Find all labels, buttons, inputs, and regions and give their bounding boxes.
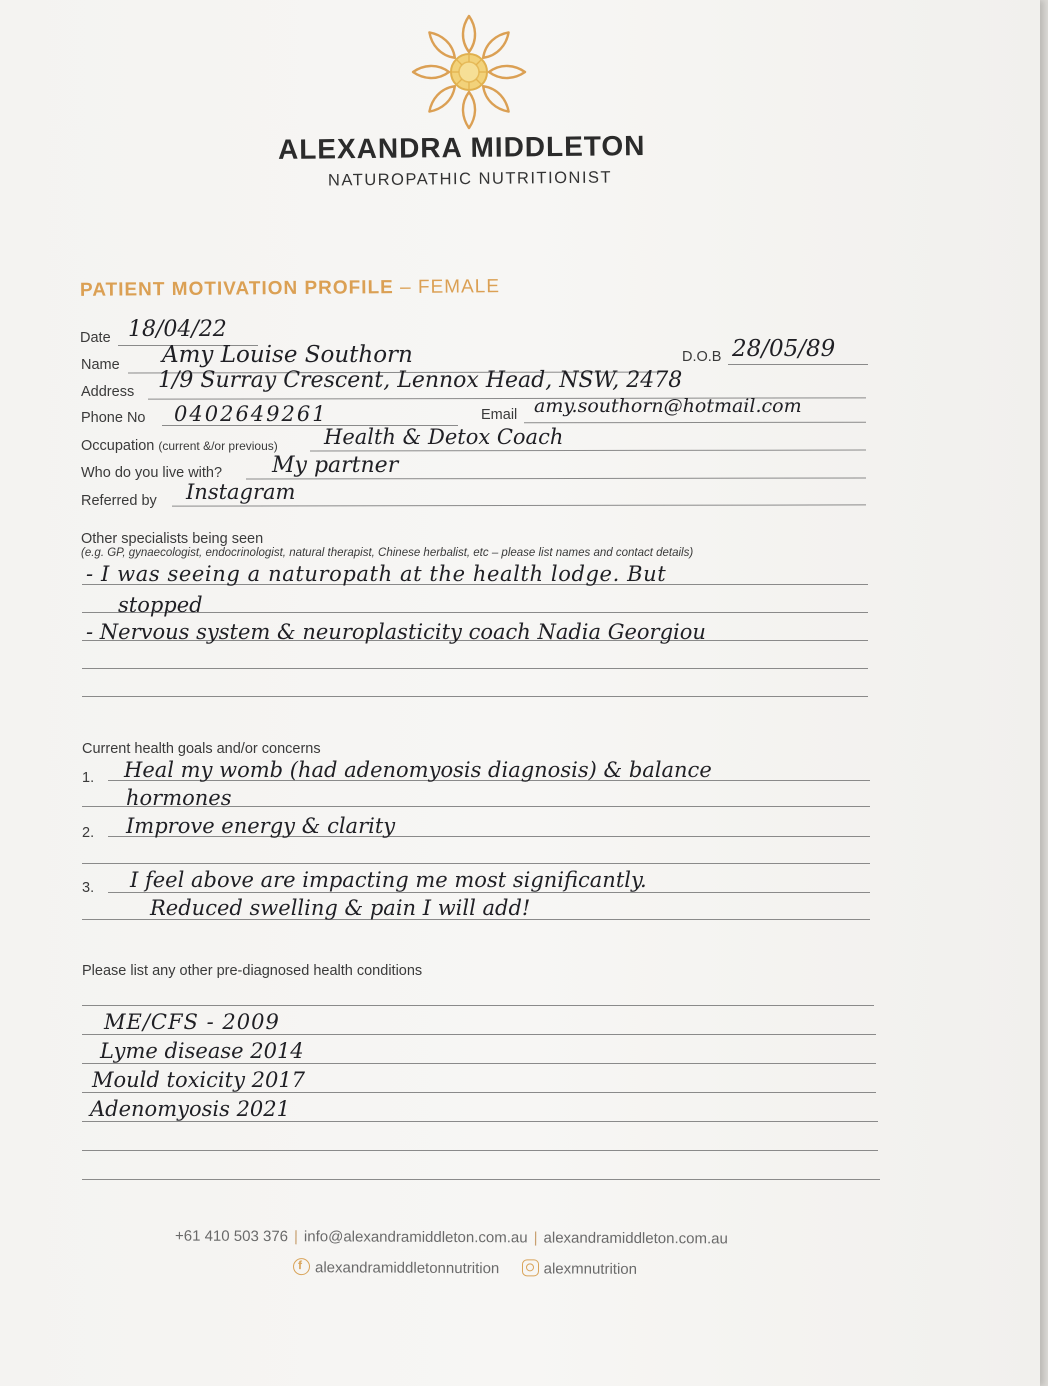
footer-email[interactable]: info@alexandramiddleton.com.au xyxy=(303,1228,528,1247)
goal-line-3a xyxy=(108,892,870,893)
name-label: Name xyxy=(81,357,120,373)
form-title-suffix: – FEMALE xyxy=(399,276,501,299)
conditions-line-4 xyxy=(82,1092,876,1093)
conditions-line-6 xyxy=(82,1150,878,1151)
conditions-line-5 xyxy=(82,1121,878,1122)
specialists-label: Other specialists being seen xyxy=(81,531,264,547)
date-label: Date xyxy=(80,330,111,346)
referred-label: Referred by xyxy=(81,493,157,509)
phone-value: 0402649261 xyxy=(174,402,328,426)
conditions-line-3 xyxy=(82,1063,876,1064)
phone-label: Phone No xyxy=(81,410,146,426)
occupation-note: (current &/or previous) xyxy=(158,439,278,453)
footer-phone: +61 410 503 376 xyxy=(174,1227,289,1246)
email-value: amy.southorn@hotmail.com xyxy=(534,395,802,417)
goal-3: I feel above are impacting me most significantly. xyxy=(130,868,647,892)
goal-number-2: 2. xyxy=(82,825,95,841)
specialists-line-4 xyxy=(82,668,868,669)
instagram-icon xyxy=(522,1259,539,1276)
email-label: Email xyxy=(481,407,518,423)
goal-2: Improve energy & clarity xyxy=(126,814,396,838)
specialist-entry-2: - Nervous system & neuroplasticity coach Nadia Georgiou xyxy=(86,620,706,644)
date-value: 18/04/22 xyxy=(128,317,227,342)
specialist-entry-1-cont: stopped xyxy=(118,593,203,617)
condition-3: Mould toxicity 2017 xyxy=(92,1068,306,1092)
condition-2: Lyme disease 2014 xyxy=(100,1039,304,1063)
goal-3-cont: Reduced swelling & pain I will add! xyxy=(150,896,531,920)
facebook-icon: f xyxy=(293,1258,310,1275)
goal-1-cont: hormones xyxy=(126,786,232,810)
dob-value: 28/05/89 xyxy=(732,336,836,362)
conditions-label: Please list any other pre-diagnosed health conditions xyxy=(82,963,423,979)
address-value: 1/9 Surray Crescent, Lennox Head, NSW, 2478 xyxy=(158,368,683,393)
condition-4: Adenomyosis 2021 xyxy=(90,1097,291,1121)
condition-1: ME/CFS - 2009 xyxy=(104,1010,280,1034)
dob-label: D.O.B xyxy=(682,349,722,365)
footer-website[interactable]: alexandramiddleton.com.au xyxy=(543,1229,728,1248)
occupation-label-text: Occupation xyxy=(81,438,155,454)
occupation-label xyxy=(81,438,278,454)
specialists-note: (e.g. GP, gynaecologist, endocrinologist, natural therapist, Chinese herbalist, etc – please list names and contact details) xyxy=(81,547,694,559)
form-title xyxy=(80,276,500,302)
address-label: Address xyxy=(81,384,135,400)
footer-contact: +61 410 503 376 | info@alexandramiddleton.com.au | alexandramiddleton.com.au xyxy=(174,1227,728,1248)
occupation-value: Health & Detox Coach xyxy=(324,425,564,449)
brand-name: ALEXANDRA MIDDLETON xyxy=(277,130,646,165)
specialist-entry-1: - I was seeing a naturopath at the health lodge. But xyxy=(86,562,667,586)
live-with-label: Who do you live with? xyxy=(81,465,223,481)
name-value: Amy Louise Southorn xyxy=(162,342,413,368)
footer-social xyxy=(293,1258,637,1278)
conditions-line-7 xyxy=(82,1179,880,1180)
referred-value: Instagram xyxy=(186,480,296,504)
specialists-line-5 xyxy=(82,696,868,697)
conditions-line-2 xyxy=(82,1034,876,1035)
goals-label: Current health goals and/or concerns xyxy=(82,741,321,757)
email-line xyxy=(524,422,866,424)
occupation-line xyxy=(310,450,866,452)
live-with-value: My partner xyxy=(272,453,399,478)
conditions-line-1 xyxy=(82,1005,874,1006)
goal-line-2b xyxy=(82,863,870,864)
sun-flower-icon xyxy=(405,12,533,132)
referred-line xyxy=(172,504,866,506)
form-title-main: PATIENT MOTIVATION PROFILE xyxy=(79,277,394,301)
goal-1: Heal my womb (had adenomyosis diagnosis) & balance xyxy=(124,758,712,782)
goal-number-3: 3. xyxy=(82,880,95,896)
dob-line xyxy=(728,364,868,365)
brand-subtitle: NATUROPATHIC NUTRITIONIST xyxy=(327,168,613,190)
footer-instagram[interactable]: alexmnutrition xyxy=(543,1260,638,1278)
footer-facebook[interactable]: alexandramiddletonnutrition xyxy=(314,1259,500,1278)
goal-number-1: 1. xyxy=(82,770,95,786)
